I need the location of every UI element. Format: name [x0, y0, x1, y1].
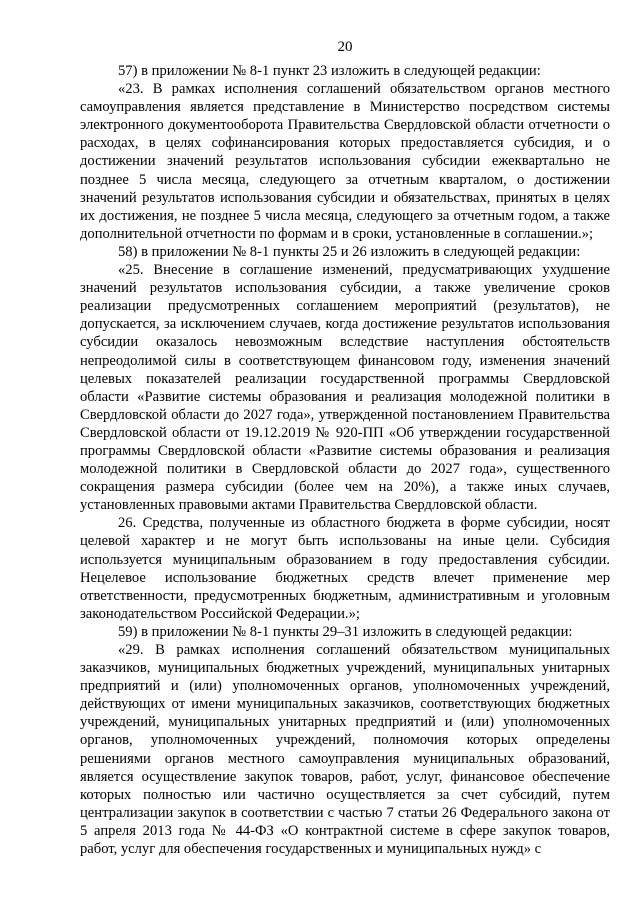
page-number: 20 [337, 39, 353, 55]
paragraph-item-59: 59) в приложении № 8-1 пункты 29–31 изложить в следующей редакции: [118, 623, 573, 640]
paragraph-item-58: 58) в приложении № 8-1 пункты 25 и 26 изложить в следующей редакции: [118, 243, 581, 260]
paragraph-clause-29: «29. В рамках исполнения соглашений обязательством муниципальных заказчиков, муниципальных бюджетных учреждений, муниципальных унитарных предприятий и (или) уполномоченных органов, уполномоченных учреждений, действующих от имени муниципальных заказчиков, соответствующих бюджетных учреждений, муниципальных унитарных предприятий и (или) уполномоченных органов, уполномоченных учреждений, полномочия которых определены решениями органов местного самоуправления муниципальных образований, является осуществление закупок товаров, работ, услуг, финансовое обеспечение которых полностью или частично осуществляется за счет субсидий, путем централизации закупок в соответствии с частью 7 статьи 26 Федерального закона от 5 апреля 2013 года № 44-ФЗ «О контрактной системе в сфере закупок товаров, работ, услуг для обеспечения государственных и муниципальных нужд» с [80, 642, 610, 858]
paragraph-clause-26: 26. Средства, полученные из областного бюджета в форме субсидии, носят целевой характер и не могут быть использованы на иные цели. Субсидия используется муниципальным образованием в году предоставления субсидии. Нецелевое использование бюджетных средств влечет применение мер ответственности, предусмотренных бюджетным, административным и уголовным законодательством Российской Федерации.»; [80, 515, 610, 622]
document-page [80, 38, 610, 858]
paragraph-item-57: 57) в приложении № 8-1 пункт 23 изложить в следующей редакции: [118, 63, 541, 79]
paragraph-clause-23: «23. В рамках исполнения соглашений обязательством органов местного самоуправления является представление в Министерство посредством системы электронного документооборота Правительства Свердловской области отчетности о расходах, в целях софинансирования которых предоставляется субсидия, и о достижении значений результатов использования субсидии ежеквартально не позднее 5 числа месяца, следующего за отчетным кварталом, о достижении значений результатов использования субсидии и обязательствах, принятых в целях их достижения, не позднее 5 числа месяца, следующего за отчетным годом, а также дополнительной отчетности по формам и в сроки, установленные в соглашении.»; [80, 81, 610, 242]
paragraph-clause-25: «25. Внесение в соглашение изменений, предусматривающих ухудшение значений результатов использования субсидии, а также увеличение сроков реализации предусмотренных соглашением мероприятий (результатов), не допускается, за исключением случаев, когда достижение результатов использования субсидии оказалось невозможным вследствие наступления обстоятельств непреодолимой силы в соответствующем финансовом году, изменения значений целевых показателей реализации государственной программы Свердловской области «Развитие системы образования и реализация молодежной политики в Свердловской области до 2027 года», утвержденной постановлением Правительства Свердловской области от 19.12.2019 № 920-ПП «Об утверждении государственной программы Свердловской области «Развитие системы образования и реализация молодежной политики в Свердловской области до 2027 года», существенного сокращения размера субсидии (более чем на 20%), а также иных случаев, установленных правовыми актами Правительства Свердловской области. [80, 262, 610, 514]
